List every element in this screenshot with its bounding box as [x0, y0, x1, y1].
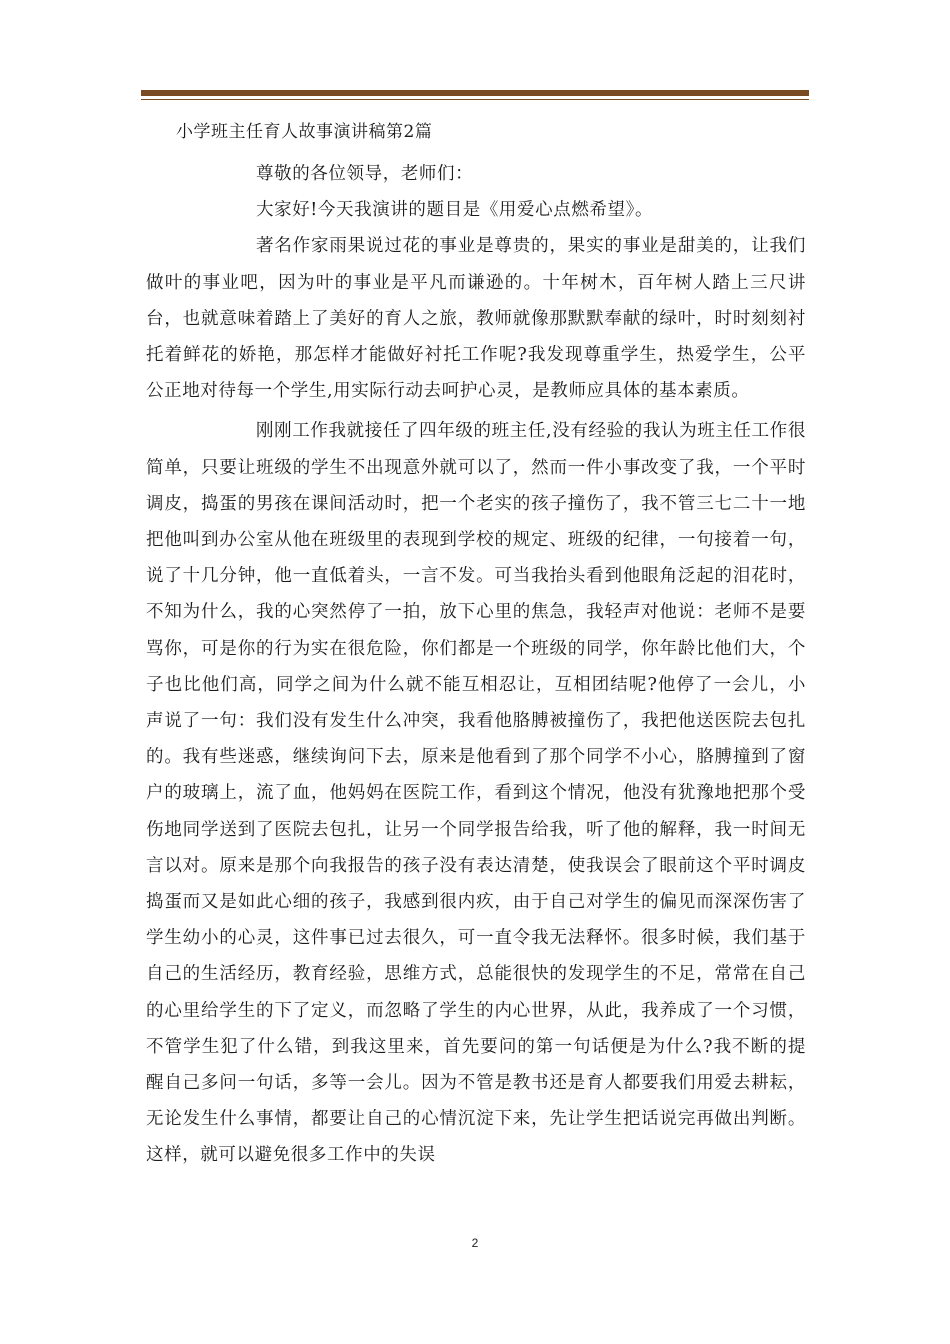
- header-rule-thin: [141, 99, 809, 100]
- document-title: 小学班主任育人故事演讲稿第2篇: [176, 122, 433, 142]
- document-body: [146, 118, 806, 1174]
- paragraph-story: 刚刚工作我就接任了四年级的班主任,没有经验的我认为班主任工作很简单，只要让班级的学生不出现意外就可以了，然而一件小事改变了我，一个平时调皮，捣蛋的男孩在课间活动时，把一个老实的孩子撞伤了，我不管三七二十一地把他叫到办公室从他在班级里的表现到学校的规定、班级的纪律，一句接着一句，说了十几分钟，他一直低着头，一言不发。可当我抬头看到他眼角泛起的泪花时，不知为什么，我的心突然停了一拍，放下心里的焦急，我轻声对他说：老师不是要骂你，可是你的行为实在很危险，你们都是一个班级的同学，你年龄比他们大，个子也比他们高，同学之间为什么就不能互相忍让，互相团结呢?他停了一会儿，小声说了一句：我们没有发生什么冲突，我看他胳膊被撞伤了，我把他送医院去包扎的。我有些迷惑，继续询问下去，原来是他看到了那个同学不小心，胳膊撞到了窗户的玻璃上，流了血，他妈妈在医院工作，看到这个情况，他没有犹豫地把那个受伤地同学送到了医院去包扎，让另一个同学报告给我，听了他的解释，我一时间无言以对。原来是那个向我报告的孩子没有表达清楚，使我误会了眼前这个平时调皮捣蛋而又是如此心细的孩子，我感到很内疚，由于自己对学生的偏见而深深伤害了学生幼小的心灵，这件事已过去很久，可一直令我无法释怀。很多时候，我们基于自己的生活经历，教育经验，思维方式，总能很快的发现学生的不足，常常在自己的心里给学生的下了定义，而忽略了学生的内心世界，从此，我养成了一个习惯，不管学生犯了什么错，到我这里来，首先要问的第一句话便是为什么?我不断的提醒自己多问一句话，多等一会儿。因为不管是教书还是育人都要我们用爱去耕耘，无论发生什么事情，都要让自己的心情沉淀下来，先让学生把话说完再做出判断。这样，就可以避免很多工作中的失误: [146, 421, 806, 1166]
- paragraph-intro: 著名作家雨果说过花的事业是尊贵的，果实的事业是甜美的，让我们做叶的事业吧，因为叶的事业是平凡而谦逊的。十年树木，百年树人踏上三尺讲台，也就意味着踏上了美好的育人之旅，教师就像那默默奉献的绿叶，时时刻刻衬托着鲜花的娇艳，那怎样才能做好衬托工作呢?我发现尊重学生，热爱学生，公平公正地对待每一个学生,用实际行动去呵护心灵，是教师应具体的基本素质。: [146, 236, 806, 402]
- page-number: 2: [471, 1236, 479, 1250]
- header-rule: [141, 90, 809, 96]
- paragraph-greeting: 尊敬的各位领导，老师们：: [256, 164, 474, 184]
- paragraph-opening: 大家好!今天我演讲的题目是《用爱心点燃希望》。: [256, 200, 654, 221]
